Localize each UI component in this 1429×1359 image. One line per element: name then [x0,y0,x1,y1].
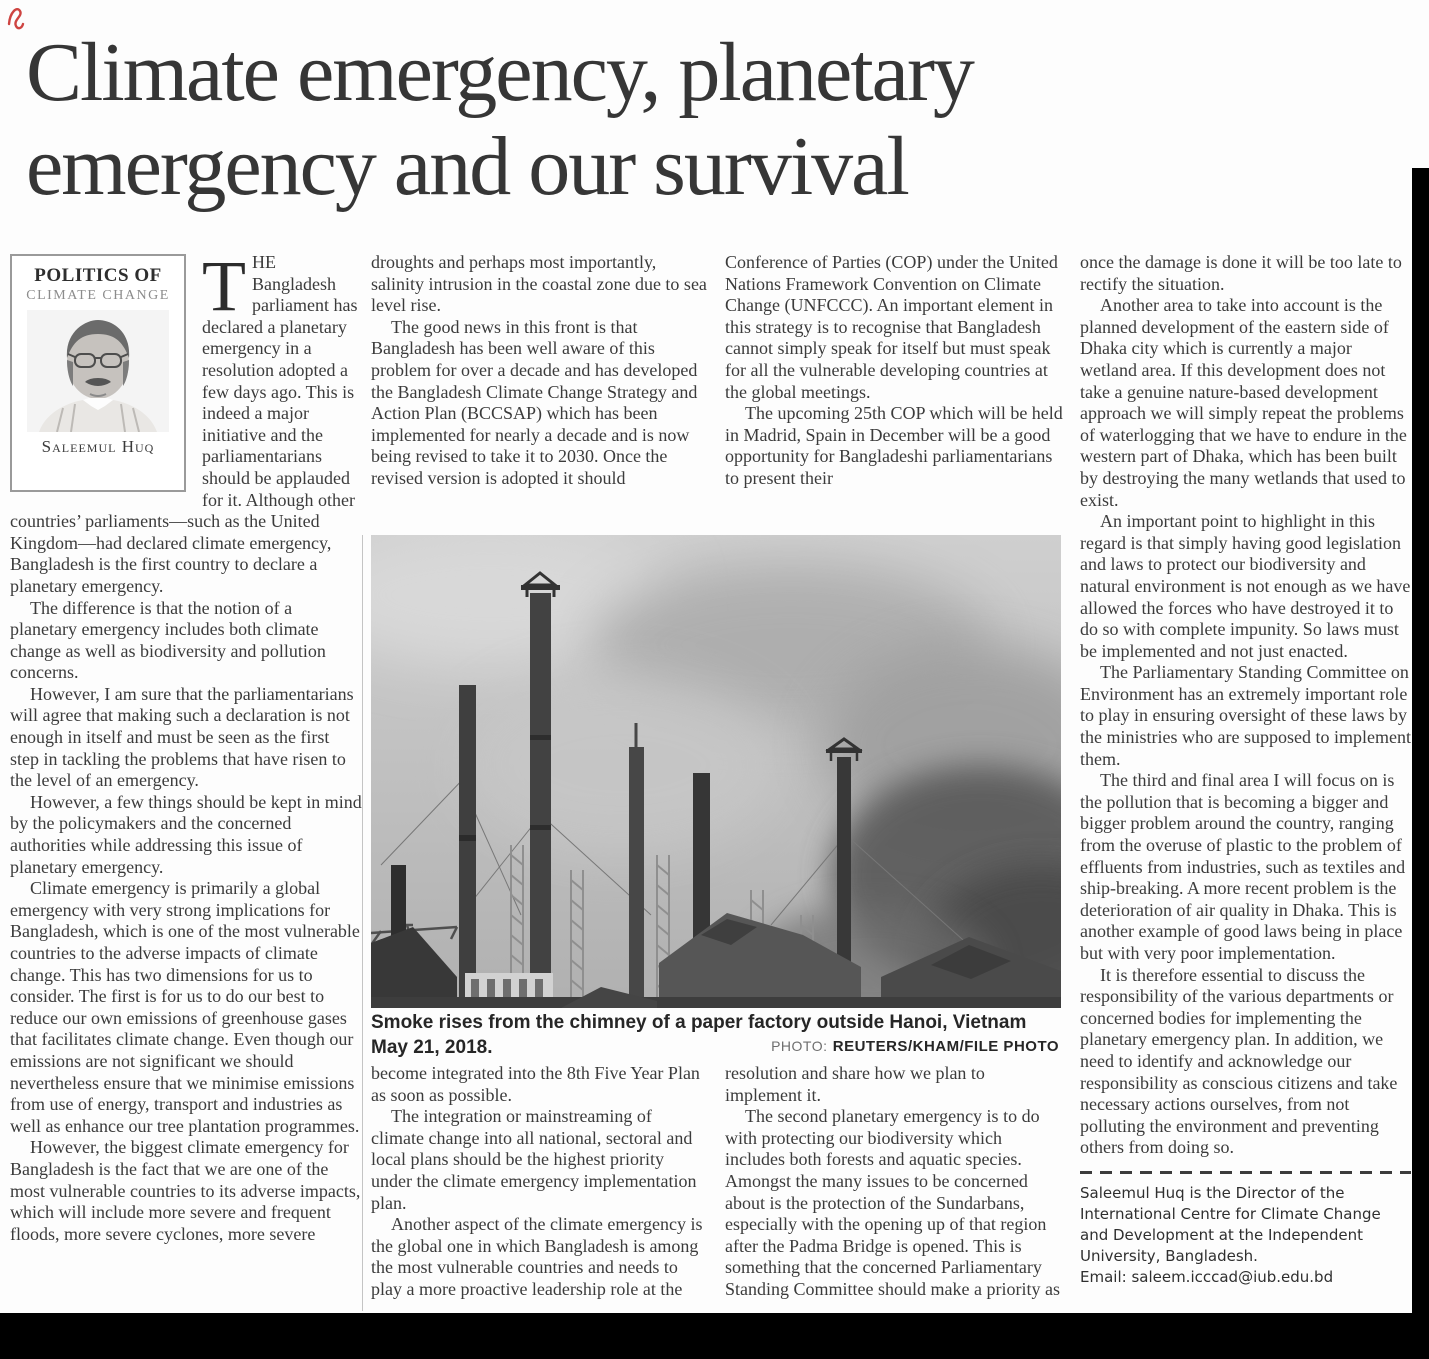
author-portrait-photo [27,310,169,432]
photo-credit [771,1033,1059,1059]
paragraph: The second planetary emergency is to do with protecting our biodiversity which includes both forests and aquatic species. Amongst the many issues to be concerned about is the protection of the Sundarbans, especially with the opening up of that region after the Padma Bridge is opened. This is something that the concerned Parliamentary Standing Committee should make a priority as [725,1106,1060,1299]
bio-text: Saleemul Huq is the Director of the International Centre for Climate Change and Development at the Independent University, Bangladesh. [1080,1183,1381,1265]
photo-credit-name: REUTERS/KHAM/FILE PHOTO [832,1038,1059,1055]
paragraph: resolution and share how we plan to implement it. [725,1063,985,1105]
bottom-black-bar [0,1313,1429,1359]
paragraph: However, I am sure that the parliamentarians will agree that making such a declaration is not enough in itself and must be seen as the first step in tackling the problems that have risen to the level of an emergency. [10,683,354,791]
paragraph: The Parliamentary Standing Committee on Environment has an extremely important role to play in ensuring oversight of these laws by the ministries who are supposed to implement them. [1080,662,1411,769]
paragraph: once the damage is done it will be too late to rectify the situation. [1080,252,1402,294]
headline-line-1: Climate emergency, planetary [26,26,973,119]
paragraph: The upcoming 25th COP which will be held in Madrid, Spain in December will be a good opportunity for Bangladeshi parliamentarians to present their [725,403,1063,488]
photo-caption [371,1010,1061,1060]
paragraph: The third and final area I will focus on is the pollution that is becoming a bigger and bigger problem around the country, ranging from the overuse of plastic to the problem of effluents from industries, such as textiles and ship-breaking. A more recent problem is the deterioration of air quality in Dhaka. This is another example of good laws being in place but with very poor implementation. [1080,770,1406,963]
paragraph: It is therefore essential to discuss the responsibility of the various departments or concerned bodies for implementing the planetary emergency plan. In addition, we need to identify and acknowledge our responsibility as conscious citizens and take necessary actions ourselves, from not polluting the environment and preventing others from doing so. [1080,964,1398,1158]
bio-email: Email: saleem.icccad@iub.edu.bd [1080,1267,1334,1286]
column-2-bottom [371,1063,707,1312]
series-kicker-line1: POLITICS OF [34,265,162,286]
article-headline [26,26,1206,214]
author-bio [1080,1183,1411,1288]
column-divider [362,535,363,1311]
paragraph: The integration or mainstreaming of climate change into all national, sectoral and local plans should be the highest priority under the climate emergency implementation plan. [371,1106,697,1213]
column-2-top [371,252,707,534]
paragraph: Another area to take into account is the planned development of the eastern side of Dhaka city which is currently a major wetland area. If this development does not take a genuine nature-based development approach we will simply repeat the problems of waterlogging that we have to endure in the western part of Dhaka, which has been built by destroying the many wetlands that used to exist. [1080,295,1407,510]
column-1-paragraphs [10,598,362,1246]
column-4 [1080,252,1411,1312]
column-3-top [725,252,1063,534]
column-3-bottom [725,1063,1063,1312]
paragraph: become integrated into the 8th Five Year Plan as soon as possible. [371,1063,700,1105]
photo-caption-text: Smoke rises from the chimney of a paper factory outside Hanoi, Vietnam May 21, 2018. [371,1012,1027,1058]
paragraph: An important point to highlight in this regard is that simply having good legislation and laws to protect our biodiversity and natural environment is not enough as we have allowed the forces who have destroyed it to do so with complete impunity. So laws must be implemented and not just enacted. [1080,511,1411,661]
paragraph: The difference is that the notion of a planetary emergency includes both climate change as well as biodiversity and pollution concerns. [10,597,326,683]
series-kicker-line2: CLIMATE CHANGE [26,288,170,303]
paragraph: However, a few things should be kept in mind by the policymakers and the concerned authorities while addressing this issue of planetary emergency. [10,791,362,877]
smokestacks-factory-photo [371,535,1061,1008]
paragraph: droughts and perhaps most importantly, salinity intrusion in the coastal zone due to sea level rise. [371,252,707,316]
lead-paragraph-text: HE Bangladesh parliament has declared a planetary emergency in a resolution adopted a few days ago. This is indeed a major initiative and the parliamentarians should be applauded for it. Although other countries’ parliaments—such as the United Kingdom—had declared climate emergency, Bangladesh is the first country to declare a planetary emergency. [10,252,358,596]
author-name: Saleemul Huq [41,437,155,456]
paragraph: Conference of Parties (COP) under the United Nations Framework Convention on Climate Change (UNFCCC). An important element in this strategy is to recognise that Bangladesh cannot simply speak for itself but must speak for all the vulnerable developing countries at the global meetings. [725,252,1058,402]
paragraph: The good news in this front is that Bangladesh has been well aware of this problem for over a decade and has developed the Bangladesh Climate Change Strategy and Action Plan (BCCSAP) which has been implemented for nearly a decade and is now being revised to take it to 2030. Once the revised version is adopted it should [371,316,698,488]
author-box [10,254,186,492]
photo-credit-label: PHOTO: [771,1038,828,1054]
paragraph: Another aspect of the climate emergency is the global one in which Bangladesh is among the most vulnerable countries and needs to play a more proactive leadership role at the [371,1214,703,1299]
smokestacks-photo-graphic [371,535,1061,1008]
right-black-bar [1412,168,1429,1359]
headline-line-2: emergency and our survival [26,120,908,213]
bio-separator [1080,1171,1411,1174]
drop-cap: T [202,252,246,326]
paragraph: However, the biggest climate emergency for Bangladesh is the fact that we are one of the most vulnerable countries to its adverse impacts, which will include more severe and frequent floods, more severe cyclones, more severe [10,1137,361,1244]
column-1 [10,252,362,1312]
paragraph: Climate emergency is primarily a global emergency with very strong implications for Bangladesh, which is one of the most vulnerable countries to the adverse impacts of climate change. This has two dimensions for us to consider. The first is for us to do our best to reduce our own emissions of greenhouse gases that facilitates climate change. Even though our emissions are not significant we should nevertheless ensure that we minimise emissions from use of energy, transport and industries as well as enhance our tree plantation programmes. [10,878,360,1136]
